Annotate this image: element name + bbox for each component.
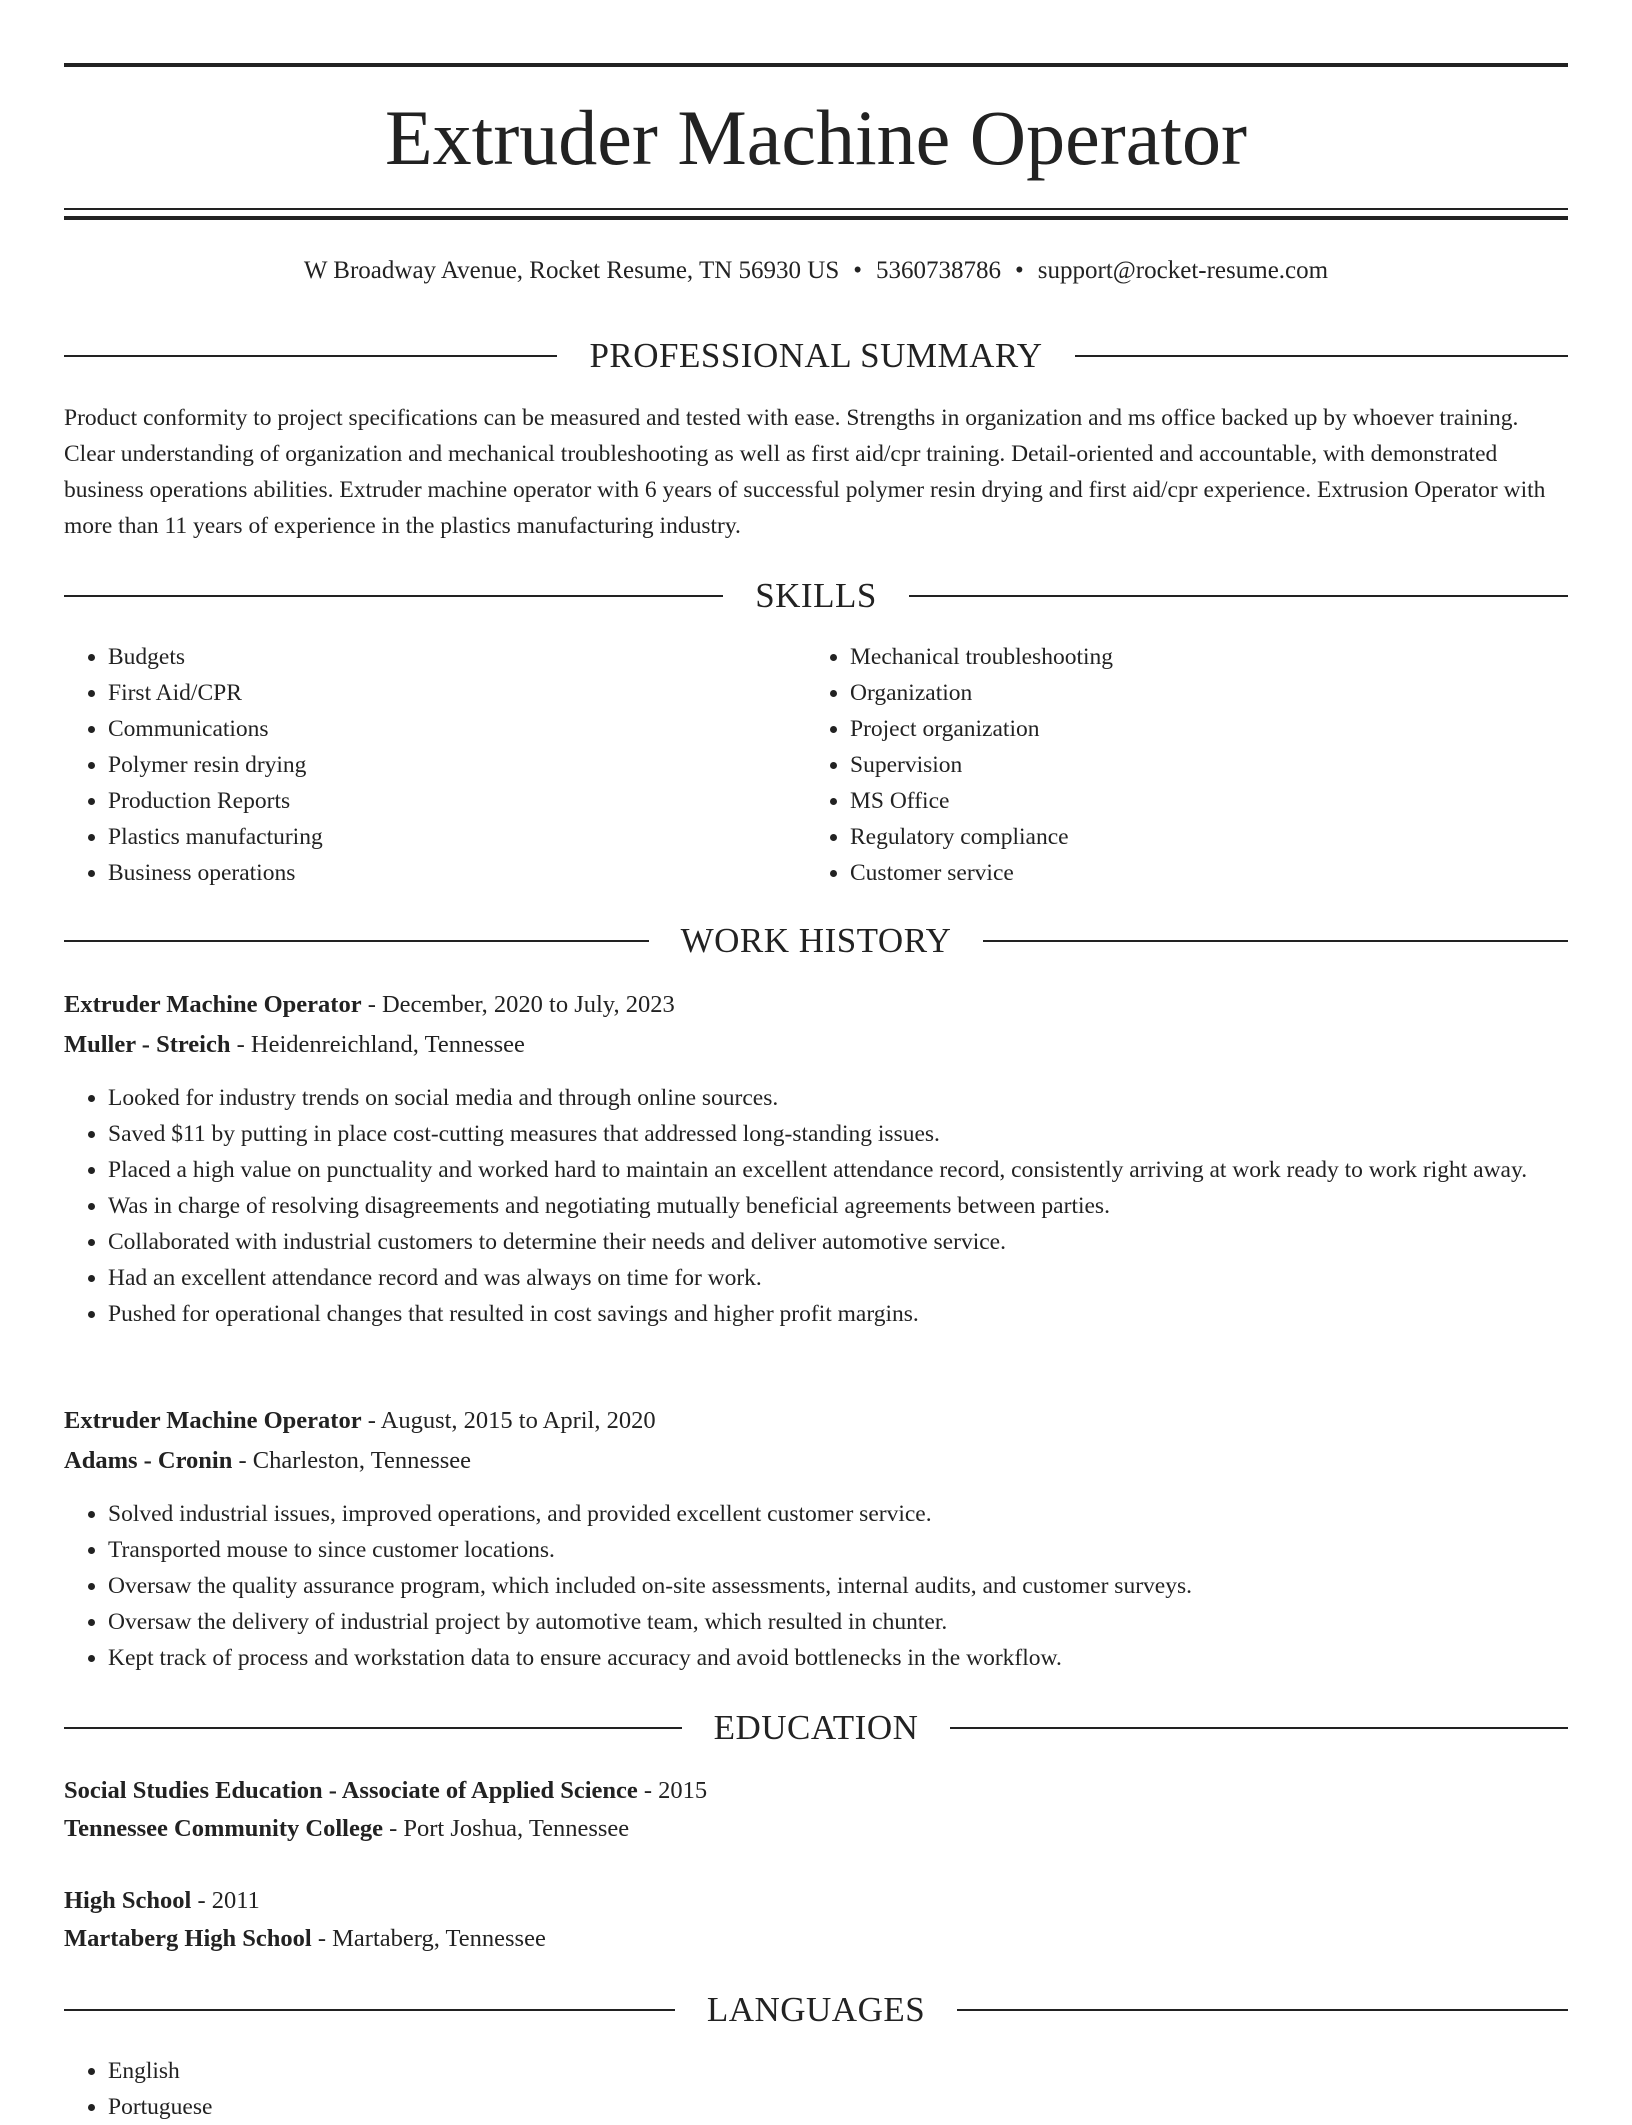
contact-email: support@rocket-resume.com (1037, 257, 1329, 284)
skill-item: • Polymer resin drying (108, 747, 808, 783)
language-item: • Portuguese (108, 2089, 808, 2125)
contact-address: W Broadway Avenue, Rocket Resume, TN 56930 US (303, 257, 840, 284)
section-title: PROFESSIONAL SUMMARY (589, 336, 1043, 375)
job-bullet: • Placed a high value on punctuality and worked hard to maintain an excellent attendance record, consistently arriving at work ready to work right away. (108, 1152, 1612, 1188)
job-location: - Charleston, Tennessee (232, 1447, 472, 1474)
skill-item: • Plastics manufacturing (108, 819, 808, 855)
section-rule (983, 940, 1568, 942)
education-location: - Port Joshua, Tennessee (382, 1815, 630, 1842)
education-school-line (64, 1809, 1568, 1849)
section-rule (64, 940, 649, 942)
job-bullet: • Solved industrial issues, improved operations, and provided excellent customer service. (108, 1496, 1612, 1532)
skill-item: • Customer service (850, 855, 1550, 891)
section-rule (64, 1727, 682, 1729)
section-title: LANGUAGES (706, 1990, 926, 2029)
section-header-summary (64, 334, 1568, 378)
education-degree: Social Studies Education - Associate of Applied Science (64, 1777, 638, 1804)
job-company-line (64, 1441, 1568, 1481)
job-bullet: • Transported mouse to since customer locations. (108, 1532, 1612, 1568)
skill-item: • Mechanical troubleshooting (850, 639, 1550, 675)
education-school-line (64, 1919, 1568, 1959)
section-rule (950, 1727, 1568, 1729)
job-company-line (64, 1025, 1568, 1065)
education-degree-line (64, 1881, 1568, 1921)
summary-text: Product conformity to project specifications can be measured and tested with ease. Strengths in organization and ms office backed up by whoever training. Clear understanding of organization and mechanical troubleshooting as well as first aid/cpr training. Detail-oriented and accountable, with demonstrated business operations abilities. Extruder machine operator with 6 years of successful polymer resin drying and first aid/cpr experience. Extrusion Operator with more than 11 years of experience in the plastics manufacturing industry. (64, 405, 1546, 539)
skill-item: • Business operations (108, 855, 808, 891)
skill-item: • Budgets (108, 639, 808, 675)
job-bullet: • Pushed for operational changes that resulted in cost savings and higher profit margins. (108, 1296, 1612, 1332)
languages-list (64, 2053, 808, 2125)
job-bullets (64, 1496, 1612, 1676)
education-school: Martaberg High School (64, 1925, 312, 1952)
skill-item: • Supervision (850, 747, 1550, 783)
job-bullets (64, 1080, 1612, 1332)
skills-list-left (64, 639, 808, 891)
skill-item: • MS Office (850, 783, 1550, 819)
resume-title: Extruder Machine Operator (385, 94, 1247, 181)
section-title: EDUCATION (713, 1708, 919, 1747)
job-bullet: • Kept track of process and workstation data to ensure accuracy and avoid bottlenecks in the workflow. (108, 1640, 1612, 1676)
contact-phone: 5360738786 (876, 257, 1002, 284)
skill-item: • Regulatory compliance (850, 819, 1550, 855)
job-dates: - December, 2020 to July, 2023 (361, 991, 675, 1018)
education-degree-line (64, 1771, 1568, 1811)
job-company: Muller - Streich (64, 1031, 231, 1058)
section-rule (64, 595, 723, 597)
section-title: WORK HISTORY (680, 921, 952, 960)
education-year: - 2011 (191, 1887, 260, 1914)
section-rule (957, 2009, 1568, 2011)
contact-separator: • (1015, 257, 1024, 284)
section-header-skills (64, 574, 1568, 618)
job-bullet: • Oversaw the quality assurance program, which included on-site assessments, internal audits, and customer surveys. (108, 1568, 1612, 1604)
top-rule (64, 63, 1568, 67)
skill-item: • First Aid/CPR (108, 675, 808, 711)
skill-item: • Communications (108, 711, 808, 747)
contact-separator: • (853, 257, 863, 284)
education-school: Tennessee Community College (64, 1815, 383, 1842)
section-rule (64, 2009, 675, 2011)
job-title-line (64, 985, 1568, 1025)
job-bullet: • Oversaw the delivery of industrial project by automotive team, which resulted in chunter. (108, 1604, 1612, 1640)
education-degree: High School (64, 1887, 192, 1914)
job-title-line (64, 1401, 1568, 1441)
skills-list-right (806, 639, 1550, 891)
education-year: - 2015 (637, 1777, 708, 1804)
job-bullet: • Saved $11 by putting in place cost-cutting measures that addressed long-standing issues. (108, 1116, 1612, 1152)
section-title: SKILLS (755, 576, 877, 615)
section-header-education (64, 1706, 1568, 1750)
language-item: • English (108, 2053, 808, 2089)
section-header-work (64, 919, 1568, 963)
skill-item: • Production Reports (108, 783, 808, 819)
section-rule (1075, 355, 1568, 357)
section-rule (64, 355, 557, 357)
job-bullet: • Was in charge of resolving disagreements and negotiating mutually beneficial agreements between parties. (108, 1188, 1612, 1224)
title-rule-thin (64, 208, 1568, 210)
job-title: Extruder Machine Operator (64, 991, 362, 1018)
job-bullet: • Collaborated with industrial customers to determine their needs and deliver automotive service. (108, 1224, 1612, 1260)
job-title: Extruder Machine Operator (64, 1407, 362, 1434)
job-location: - Heidenreichland, Tennessee (230, 1031, 525, 1058)
education-location: - Martaberg, Tennessee (311, 1925, 546, 1952)
skill-item: • Organization (850, 675, 1550, 711)
contact-line (64, 254, 1568, 288)
job-company: Adams - Cronin (64, 1447, 233, 1474)
section-header-languages (64, 1988, 1568, 2032)
section-rule (909, 595, 1568, 597)
job-bullet: • Looked for industry trends on social media and through online sources. (108, 1080, 1612, 1116)
job-bullet: • Had an excellent attendance record and was always on time for work. (108, 1260, 1612, 1296)
title-rule-thick (64, 216, 1568, 220)
job-dates: - August, 2015 to April, 2020 (361, 1407, 656, 1434)
skill-item: • Project organization (850, 711, 1550, 747)
